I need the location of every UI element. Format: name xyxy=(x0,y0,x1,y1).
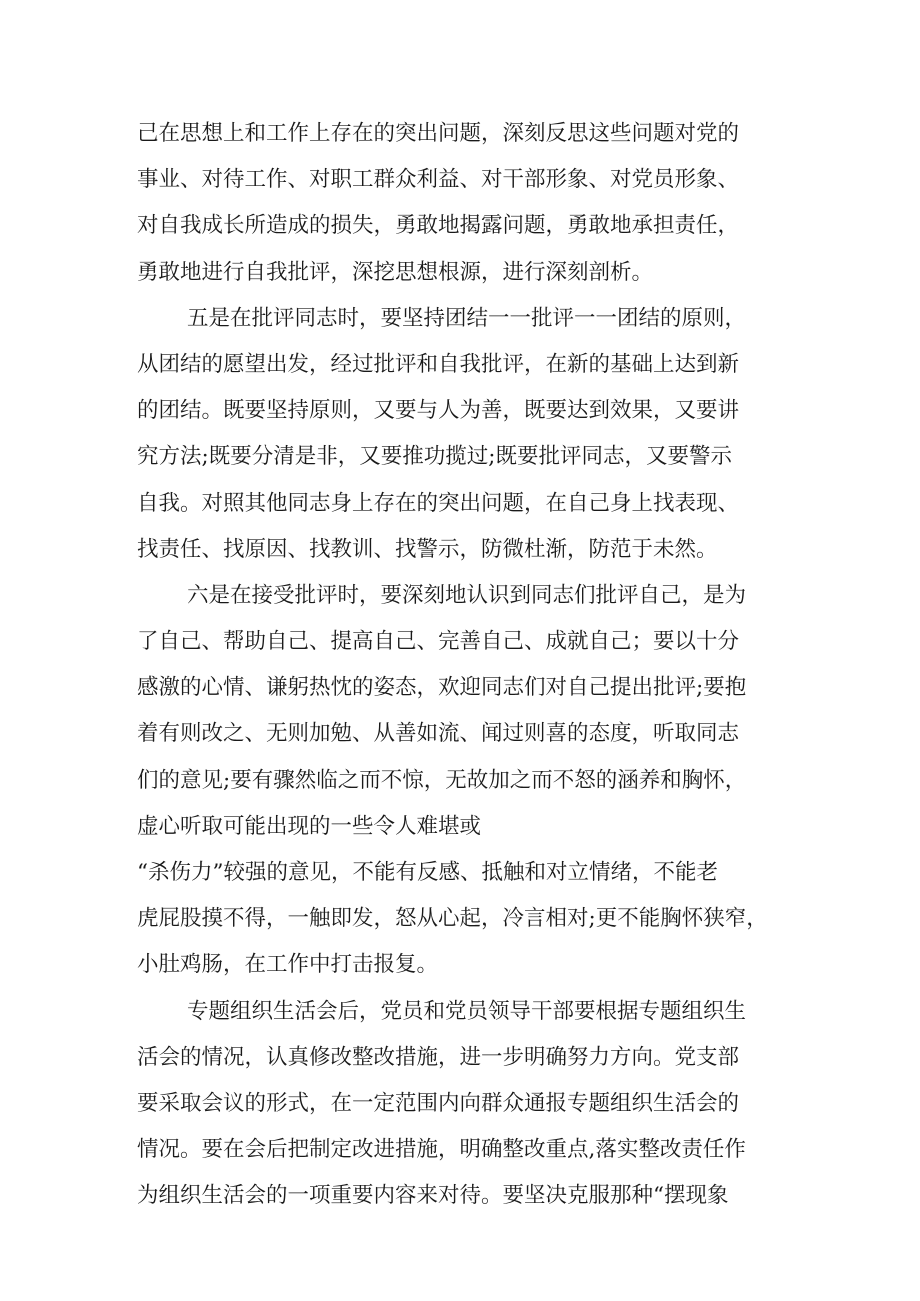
paragraph-start-line: 专题组织生活会后，党员和党员领导干部要根据专题组织生 xyxy=(187,998,747,1024)
text-line: 勇敢地进行自我批评，深挖思想根源，进行深刻剖析。 xyxy=(137,259,654,285)
text-line: 小肚鸡肠，在工作中打击报复。 xyxy=(137,952,439,978)
paragraph-start-line: 六是在接受批评时，要深刻地认识到同志们批评自己，是为 xyxy=(187,582,747,608)
text-line: 为组织生活会的一项重要内容来对待。要坚决克服那种“摆现象 xyxy=(137,1183,729,1209)
text-line: 感激的心情、谦躬热忱的姿态，欢迎同志们对自己提出批评;要抱 xyxy=(137,675,747,701)
text-line: 活会的情况，认真修改整改措施，进一步明确努力方向。党支部 xyxy=(137,1044,740,1070)
text-line: 了自己、帮助自己、提高自己、完善自己、成就自己；要以十分 xyxy=(137,629,740,655)
text-line: 着有则改之、无则加勉、从善如流、闻过则喜的态度，听取同志 xyxy=(137,721,740,747)
text-line: 对自我成长所造成的损失，勇敢地揭露问题，勇敢地承担责任， xyxy=(137,213,740,239)
text-line: 事业、对待工作、对职工群众利益、对干部形象、对党员形象、 xyxy=(137,167,740,193)
text-line: 要采取会议的形式，在一定范围内向群众通报专题组织生活会的 xyxy=(137,1090,740,1116)
text-line: 的团结。既要坚持原则，又要与人为善，既要达到效果，又要讲 xyxy=(137,398,740,424)
text-line: 找责任、找原因、找教训、找警示，防微杜渐，防范于未然。 xyxy=(137,536,718,562)
text-line: 从团结的愿望出发，经过批评和自我批评，在新的基础上达到新 xyxy=(137,351,740,377)
text-line: 自我。对照其他同志身上存在的突出问题，在自己身上找表现、 xyxy=(137,490,740,516)
text-line: “杀伤力”较强的意见，不能有反感、抵触和对立情绪，不能老 xyxy=(137,860,718,885)
text-line: 情况。要在会后把制定改进措施，明确整改重点,落实整改责任作 xyxy=(137,1137,746,1163)
text-line: 虎屁股摸不得，一触即发，怒从心起，冷言相对;更不能胸怀狭窄， xyxy=(137,906,768,932)
text-line: 虚心听取可能出现的一些令人难堪或 xyxy=(137,813,482,839)
text-line: 究方法;既要分清是非，又要推功揽过;既要批评同志，又要警示 xyxy=(137,444,732,470)
paragraph-start-line: 五是在批评同志时，要坚持团结一一批评一一团结的原则， xyxy=(187,305,747,331)
document-body xyxy=(137,111,797,1220)
text-line: 己在思想上和工作上存在的突出问题，深刻反思这些问题对党的 xyxy=(137,121,740,146)
text-line: 们的意见;要有骤然临之而不惊，无故加之而不怒的涵养和胸怀， xyxy=(137,767,747,793)
